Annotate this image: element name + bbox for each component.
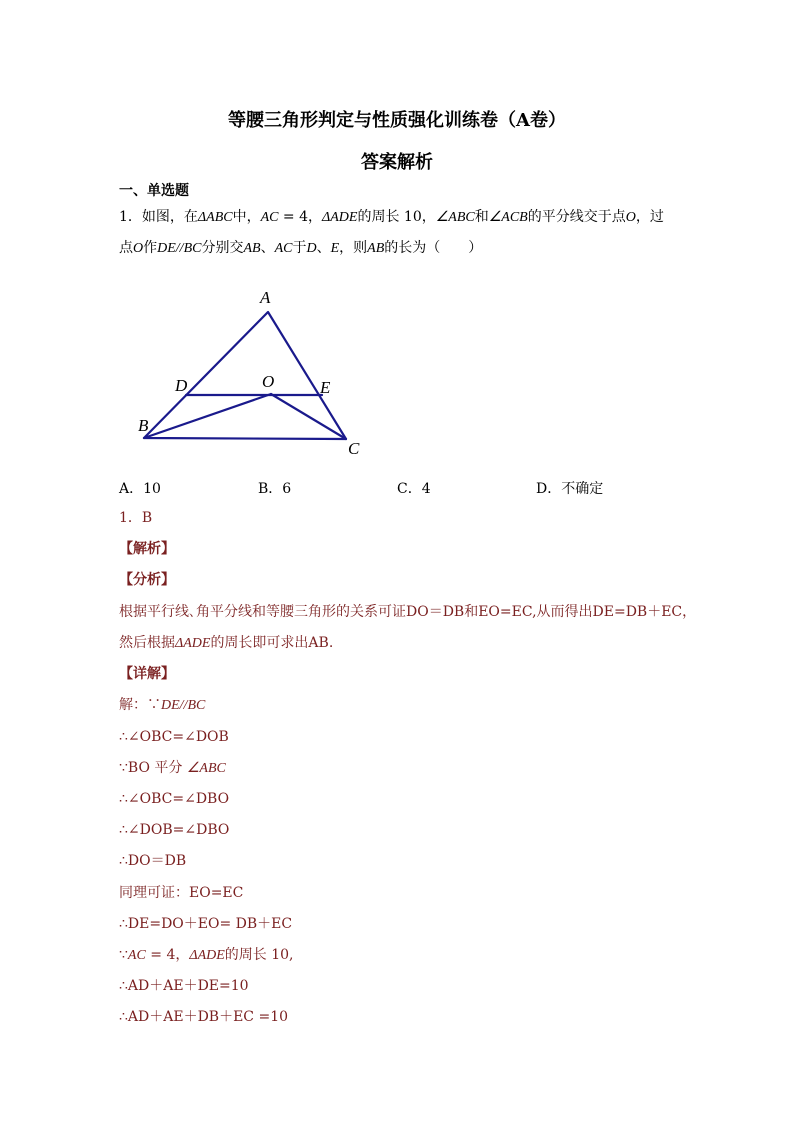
step-5: ∴∠DOB=∠DBO <box>119 822 230 838</box>
answer-line: 1．B <box>119 510 153 526</box>
heading-detail: 【详解】 <box>119 666 175 682</box>
segment-oc <box>271 394 346 439</box>
option-b: B．6 <box>258 481 292 497</box>
heading-analysis: 【解析】 <box>119 541 175 557</box>
section-heading: 一、单选题 <box>119 183 189 199</box>
question-line-1: 1．如图，在ΔABC中，AC = 4，ΔADE的周长 10，∠ABC和∠ACB的平分线交于点O，过 <box>119 209 664 225</box>
step-8: ∴DE=DO＋EO= DB＋EC <box>119 916 293 932</box>
segment-bo <box>144 394 271 438</box>
step-9: ∵AC = 4，ΔADE的周长 10, <box>119 947 294 963</box>
step-6: ∴DO＝DB <box>119 853 187 869</box>
option-a: A．10 <box>119 481 161 497</box>
fenxi-line-2: 然后根据ΔADE的周长即可求出AB. <box>119 635 334 651</box>
label-d: D <box>175 376 188 395</box>
label-e: E <box>320 378 331 397</box>
step-4: ∴∠OBC=∠DBO <box>119 791 230 807</box>
label-a: A <box>260 288 271 307</box>
step-7: 同理可证：EO=EC <box>119 885 244 901</box>
step-10: ∴AD＋AE＋DE=10 <box>119 978 249 994</box>
label-o: O <box>262 372 275 391</box>
option-d: D．不确定 <box>536 481 604 497</box>
step-3: ∵BO 平分 ∠ABC <box>119 760 226 776</box>
triangle-diagram <box>134 284 370 462</box>
option-c: C．4 <box>397 481 431 497</box>
step-11: ∴AD＋AE＋DB＋EC =10 <box>119 1009 289 1025</box>
fenxi-line-1: 根据平行线､角平分线和等腰三角形的关系可证DO＝DB和EO=EC,从而得出DE=DB＋EC， <box>119 604 697 620</box>
label-b: B <box>138 416 149 435</box>
step-1: 解：∵DE//BC <box>119 697 206 713</box>
step-2: ∴∠OBC=∠DOB <box>119 729 229 745</box>
heading-fenxi: 【分析】 <box>119 572 175 588</box>
page-title: 等腰三角形判定与性质强化训练卷（A卷） <box>228 110 566 131</box>
question-line-2: 点O作DE//BC分别交AB、AC于D、E，则AB的长为（ ） <box>119 240 483 256</box>
triangle-figure <box>134 284 370 462</box>
label-c: C <box>348 439 360 458</box>
page-subtitle: 答案解析 <box>361 152 433 173</box>
